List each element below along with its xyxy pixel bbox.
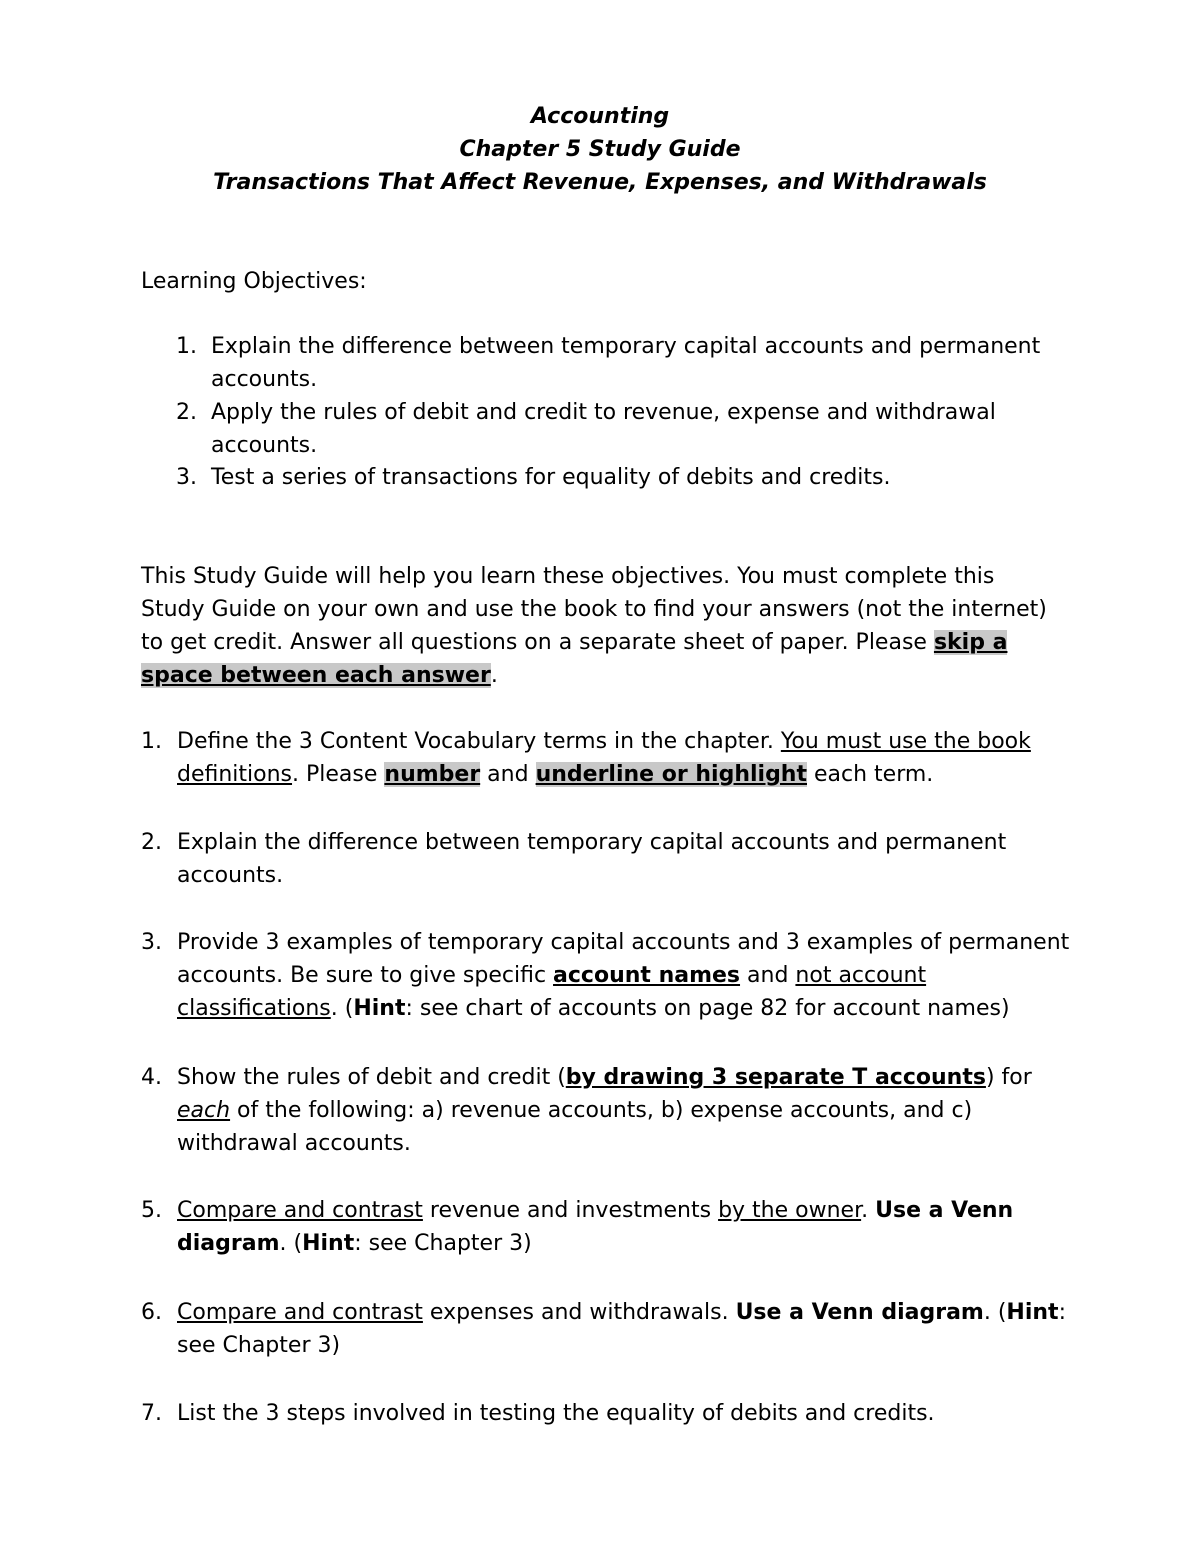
objective-text: Test a series of transactions for equality of debits and credits. (211, 465, 891, 490)
intro-line (141, 659, 498, 692)
q-underlined: not account (795, 963, 927, 988)
document-header (0, 100, 1200, 199)
question-6-line (177, 1296, 1066, 1329)
question-1-line (177, 758, 933, 791)
question-5-line (177, 1194, 1013, 1227)
question-7-line: List the 3 steps involved in testing the equality of debits and credits. (177, 1401, 935, 1426)
objective-number: 3. (176, 465, 197, 490)
q-underlined: definitions (177, 762, 293, 787)
q-emphasis: by drawing 3 separate T accounts (565, 1065, 986, 1090)
q-emphasis: underline or highlight (535, 762, 807, 787)
question-3-line (177, 992, 1010, 1025)
question-number: 4. (141, 1065, 162, 1090)
intro-text: to get credit. Answer all questions on a separate sheet of paper. Please (141, 630, 934, 655)
question-number: 7. (141, 1401, 162, 1426)
objectives-heading: Learning Objectives: (141, 269, 367, 294)
q-text: : see chart of accounts on page 82 for account names) (405, 996, 1010, 1021)
document-subtitle: Transactions That Affect Revenue, Expenses, and Withdrawals (213, 170, 987, 195)
q-text: Show the rules of debit and credit ( (177, 1065, 566, 1090)
q-emphasis: account names (553, 963, 741, 988)
question-2-line: accounts. (177, 863, 284, 888)
q-underlined: Compare and contrast (177, 1198, 423, 1223)
question-3-line (177, 959, 926, 992)
objective-text: Explain the difference between temporary capital accounts and permanent (211, 334, 1041, 359)
question-2-line: Explain the difference between temporary capital accounts and permanent (177, 830, 1007, 855)
chapter-title: Chapter 5 Study Guide (459, 137, 741, 162)
q-text: . Please (292, 762, 385, 787)
q-emphasis: number (384, 762, 481, 787)
q-underlined: by the owner (718, 1198, 862, 1223)
question-number: 2. (141, 830, 162, 855)
question-4-line (177, 1061, 1032, 1094)
intro-emphasis: space between each answer (141, 663, 491, 688)
q-italic-underlined: each (177, 1098, 231, 1123)
objective-text-cont: accounts. (211, 367, 318, 392)
intro-line: This Study Guide will help you learn these objectives. You must complete this (141, 564, 995, 589)
objective-number: 1. (176, 334, 197, 359)
intro-text: . (490, 663, 498, 688)
q-hint-label: Hint (353, 996, 406, 1021)
question-number: 3. (141, 930, 162, 955)
intro-line (141, 626, 1007, 659)
q-bold: Use a Venn (875, 1198, 1014, 1223)
q-text: revenue and investments (422, 1198, 719, 1223)
question-number: 6. (141, 1300, 162, 1325)
q-bold: diagram (177, 1231, 280, 1256)
q-hint-label: Hint (302, 1231, 355, 1256)
question-number: 5. (141, 1198, 162, 1223)
q-text: of the following: a) revenue accounts, b) expense accounts, and c) (230, 1098, 973, 1123)
q-text: Define the 3 Content Vocabulary terms in the chapter. (177, 729, 781, 754)
question-3-line: Provide 3 examples of temporary capital accounts and 3 examples of permanent (177, 930, 1070, 955)
question-1-line (177, 725, 1031, 758)
q-text: : (1058, 1300, 1066, 1325)
q-text: each term. (807, 762, 934, 787)
q-text: . ( (330, 996, 354, 1021)
q-underlined: classifications (177, 996, 331, 1021)
objective-text: Apply the rules of debit and credit to revenue, expense and withdrawal (211, 400, 996, 425)
q-bold: Use a Venn diagram (735, 1300, 984, 1325)
q-underlined: You must use the book (780, 729, 1031, 754)
question-number: 1. (141, 729, 162, 754)
q-text: ) for (985, 1065, 1032, 1090)
q-text: expenses and withdrawals. (422, 1300, 736, 1325)
question-4-line: withdrawal accounts. (177, 1131, 411, 1156)
intro-line: Study Guide on your own and use the book to find your answers (not the internet) (141, 597, 1047, 622)
objective-number: 2. (176, 400, 197, 425)
question-6-line: see Chapter 3) (177, 1333, 341, 1358)
q-hint-label: Hint (1006, 1300, 1059, 1325)
question-5-line (177, 1227, 532, 1260)
q-text: . ( (983, 1300, 1007, 1325)
q-text: : see Chapter 3) (354, 1231, 532, 1256)
q-text: . (861, 1198, 876, 1223)
q-text: accounts. Be sure to give specific (177, 963, 554, 988)
q-underlined: Compare and contrast (177, 1300, 423, 1325)
question-4-line (177, 1094, 972, 1127)
objective-text-cont: accounts. (211, 433, 318, 458)
q-text: . ( (279, 1231, 303, 1256)
intro-emphasis: skip a (933, 630, 1008, 655)
course-title: Accounting (530, 104, 670, 129)
q-text: and (480, 762, 536, 787)
q-text: and (740, 963, 796, 988)
